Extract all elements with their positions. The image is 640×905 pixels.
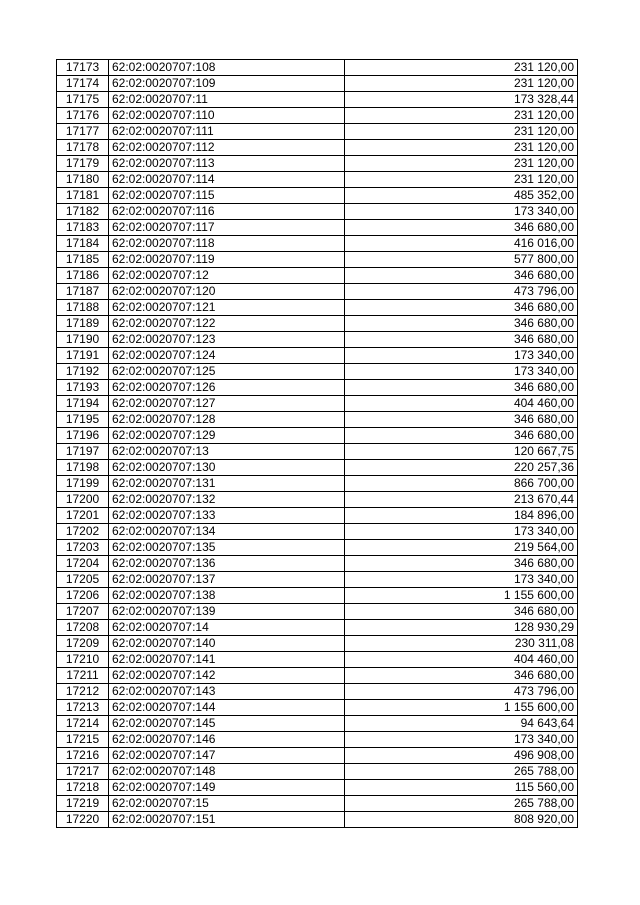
table-row [57,76,578,92]
table-row [57,764,578,780]
cadastral-number-cell: 62:02:0020707:147 [109,748,345,764]
cadastral-number-cell: 62:02:0020707:124 [109,348,345,364]
table-row [57,204,578,220]
table-row [57,668,578,684]
row-number-cell: 17209 [57,636,109,652]
row-number-cell: 17193 [57,380,109,396]
cadastral-value-cell: 866 700,00 [345,476,578,492]
cadastral-number-cell: 62:02:0020707:111 [109,124,345,140]
cadastral-value-cell: 128 930,29 [345,620,578,636]
table-row [57,444,578,460]
row-number-cell: 17214 [57,716,109,732]
row-number-cell: 17206 [57,588,109,604]
row-number-cell: 17213 [57,700,109,716]
cadastral-value-cell: 265 788,00 [345,796,578,812]
row-number-cell: 17201 [57,508,109,524]
cadastral-number-cell: 62:02:0020707:148 [109,764,345,780]
cadastral-number-cell: 62:02:0020707:114 [109,172,345,188]
cadastral-number-cell: 62:02:0020707:134 [109,524,345,540]
cadastral-value-cell: 496 908,00 [345,748,578,764]
cadastral-number-cell: 62:02:0020707:13 [109,444,345,460]
row-number-cell: 17174 [57,76,109,92]
table-row [57,108,578,124]
cadastral-number-cell: 62:02:0020707:120 [109,284,345,300]
cadastral-value-cell: 1 155 600,00 [345,700,578,716]
row-number-cell: 17192 [57,364,109,380]
table-row [57,92,578,108]
table-row [57,588,578,604]
cadastral-value-cell: 473 796,00 [345,284,578,300]
table-row [57,268,578,284]
cadastral-number-cell: 62:02:0020707:14 [109,620,345,636]
row-number-cell: 17183 [57,220,109,236]
cadastral-value-cell: 173 340,00 [345,348,578,364]
table-row [57,156,578,172]
cadastral-value-cell: 213 670,44 [345,492,578,508]
cadastral-value-table [56,59,578,828]
table-row [57,172,578,188]
cadastral-value-cell: 173 340,00 [345,732,578,748]
cadastral-number-cell: 62:02:0020707:142 [109,668,345,684]
cadastral-number-cell: 62:02:0020707:133 [109,508,345,524]
row-number-cell: 17190 [57,332,109,348]
cadastral-number-cell: 62:02:0020707:112 [109,140,345,156]
table-row [57,284,578,300]
row-number-cell: 17202 [57,524,109,540]
cadastral-value-cell: 485 352,00 [345,188,578,204]
table-row [57,636,578,652]
cadastral-value-cell: 346 680,00 [345,556,578,572]
row-number-cell: 17205 [57,572,109,588]
cadastral-value-cell: 220 257,36 [345,460,578,476]
cadastral-number-cell: 62:02:0020707:126 [109,380,345,396]
cadastral-value-cell: 346 680,00 [345,300,578,316]
cadastral-value-cell: 1 155 600,00 [345,588,578,604]
cadastral-value-cell: 230 311,08 [345,636,578,652]
cadastral-value-cell: 219 564,00 [345,540,578,556]
table-row [57,492,578,508]
cadastral-number-cell: 62:02:0020707:15 [109,796,345,812]
table-row [57,748,578,764]
table-row [57,812,578,828]
row-number-cell: 17203 [57,540,109,556]
cadastral-number-cell: 62:02:0020707:131 [109,476,345,492]
row-number-cell: 17207 [57,604,109,620]
cadastral-number-cell: 62:02:0020707:108 [109,60,345,76]
table-row [57,332,578,348]
row-number-cell: 17200 [57,492,109,508]
cadastral-number-cell: 62:02:0020707:151 [109,812,345,828]
cadastral-value-cell: 184 896,00 [345,508,578,524]
row-number-cell: 17186 [57,268,109,284]
row-number-cell: 17187 [57,284,109,300]
cadastral-value-cell: 231 120,00 [345,124,578,140]
cadastral-value-cell: 577 800,00 [345,252,578,268]
row-number-cell: 17175 [57,92,109,108]
table-row [57,124,578,140]
table-row [57,476,578,492]
table-row [57,796,578,812]
cadastral-value-cell: 231 120,00 [345,108,578,124]
table-row [57,60,578,76]
cadastral-value-cell: 173 328,44 [345,92,578,108]
row-number-cell: 17189 [57,316,109,332]
table-row [57,252,578,268]
row-number-cell: 17180 [57,172,109,188]
table-row [57,220,578,236]
cadastral-number-cell: 62:02:0020707:118 [109,236,345,252]
cadastral-value-cell: 346 680,00 [345,332,578,348]
row-number-cell: 17179 [57,156,109,172]
cadastral-number-cell: 62:02:0020707:135 [109,540,345,556]
row-number-cell: 17184 [57,236,109,252]
table-row [57,460,578,476]
row-number-cell: 17196 [57,428,109,444]
cadastral-number-cell: 62:02:0020707:149 [109,780,345,796]
row-number-cell: 17195 [57,412,109,428]
row-number-cell: 17217 [57,764,109,780]
table-row [57,348,578,364]
row-number-cell: 17198 [57,460,109,476]
table-row [57,652,578,668]
table-row [57,716,578,732]
cadastral-value-cell: 346 680,00 [345,268,578,284]
table-row [57,188,578,204]
cadastral-number-cell: 62:02:0020707:121 [109,300,345,316]
row-number-cell: 17188 [57,300,109,316]
cadastral-number-cell: 62:02:0020707:123 [109,332,345,348]
cadastral-value-cell: 808 920,00 [345,812,578,828]
table-row [57,364,578,380]
table-row [57,396,578,412]
row-number-cell: 17212 [57,684,109,700]
table-row [57,684,578,700]
table-row [57,732,578,748]
row-number-cell: 17178 [57,140,109,156]
row-number-cell: 17216 [57,748,109,764]
row-number-cell: 17208 [57,620,109,636]
cadastral-number-cell: 62:02:0020707:141 [109,652,345,668]
cadastral-value-cell: 231 120,00 [345,156,578,172]
cadastral-value-cell: 346 680,00 [345,604,578,620]
cadastral-number-cell: 62:02:0020707:122 [109,316,345,332]
table-row [57,700,578,716]
cadastral-number-cell: 62:02:0020707:138 [109,588,345,604]
table-row [57,140,578,156]
cadastral-value-cell: 173 340,00 [345,572,578,588]
cadastral-number-cell: 62:02:0020707:11 [109,92,345,108]
row-number-cell: 17210 [57,652,109,668]
row-number-cell: 17181 [57,188,109,204]
cadastral-value-cell: 346 680,00 [345,668,578,684]
cadastral-value-cell: 346 680,00 [345,220,578,236]
cadastral-number-cell: 62:02:0020707:109 [109,76,345,92]
table-row [57,620,578,636]
cadastral-number-cell: 62:02:0020707:139 [109,604,345,620]
cadastral-value-cell: 265 788,00 [345,764,578,780]
cadastral-value-cell: 94 643,64 [345,716,578,732]
cadastral-value-cell: 231 120,00 [345,60,578,76]
cadastral-number-cell: 62:02:0020707:140 [109,636,345,652]
row-number-cell: 17182 [57,204,109,220]
cadastral-value-cell: 173 340,00 [345,524,578,540]
table-row [57,604,578,620]
row-number-cell: 17191 [57,348,109,364]
cadastral-value-cell: 404 460,00 [345,396,578,412]
cadastral-value-cell: 416 016,00 [345,236,578,252]
cadastral-number-cell: 62:02:0020707:145 [109,716,345,732]
cadastral-number-cell: 62:02:0020707:125 [109,364,345,380]
cadastral-number-cell: 62:02:0020707:128 [109,412,345,428]
cadastral-number-cell: 62:02:0020707:113 [109,156,345,172]
table-row [57,524,578,540]
cadastral-value-cell: 231 120,00 [345,76,578,92]
row-number-cell: 17215 [57,732,109,748]
table-row [57,300,578,316]
cadastral-number-cell: 62:02:0020707:117 [109,220,345,236]
cadastral-number-cell: 62:02:0020707:143 [109,684,345,700]
row-number-cell: 17218 [57,780,109,796]
cadastral-value-cell: 173 340,00 [345,364,578,380]
table-row [57,572,578,588]
cadastral-value-cell: 346 680,00 [345,316,578,332]
cadastral-number-cell: 62:02:0020707:137 [109,572,345,588]
cadastral-value-cell: 473 796,00 [345,684,578,700]
cadastral-number-cell: 62:02:0020707:136 [109,556,345,572]
table-row [57,236,578,252]
cadastral-number-cell: 62:02:0020707:129 [109,428,345,444]
cadastral-value-cell: 404 460,00 [345,652,578,668]
table-row [57,540,578,556]
cadastral-number-cell: 62:02:0020707:110 [109,108,345,124]
cadastral-value-cell: 231 120,00 [345,140,578,156]
table-row [57,428,578,444]
row-number-cell: 17220 [57,812,109,828]
row-number-cell: 17185 [57,252,109,268]
table-row [57,380,578,396]
cadastral-number-cell: 62:02:0020707:132 [109,492,345,508]
row-number-cell: 17204 [57,556,109,572]
cadastral-value-cell: 346 680,00 [345,412,578,428]
row-number-cell: 17197 [57,444,109,460]
cadastral-number-cell: 62:02:0020707:146 [109,732,345,748]
cadastral-value-cell: 231 120,00 [345,172,578,188]
cadastral-value-cell: 120 667,75 [345,444,578,460]
cadastral-number-cell: 62:02:0020707:144 [109,700,345,716]
row-number-cell: 17219 [57,796,109,812]
cadastral-value-cell: 173 340,00 [345,204,578,220]
table-row [57,508,578,524]
cadastral-number-cell: 62:02:0020707:119 [109,252,345,268]
cadastral-value-cell: 346 680,00 [345,380,578,396]
cadastral-number-cell: 62:02:0020707:116 [109,204,345,220]
table-row [57,780,578,796]
cadastral-value-cell: 346 680,00 [345,428,578,444]
cadastral-number-cell: 62:02:0020707:115 [109,188,345,204]
row-number-cell: 17194 [57,396,109,412]
cadastral-number-cell: 62:02:0020707:127 [109,396,345,412]
row-number-cell: 17173 [57,60,109,76]
cadastral-number-cell: 62:02:0020707:12 [109,268,345,284]
table-row [57,412,578,428]
table-row [57,556,578,572]
table-row [57,316,578,332]
row-number-cell: 17176 [57,108,109,124]
cadastral-number-cell: 62:02:0020707:130 [109,460,345,476]
table-body [57,60,578,828]
cadastral-value-cell: 115 560,00 [345,780,578,796]
row-number-cell: 17211 [57,668,109,684]
row-number-cell: 17177 [57,124,109,140]
row-number-cell: 17199 [57,476,109,492]
